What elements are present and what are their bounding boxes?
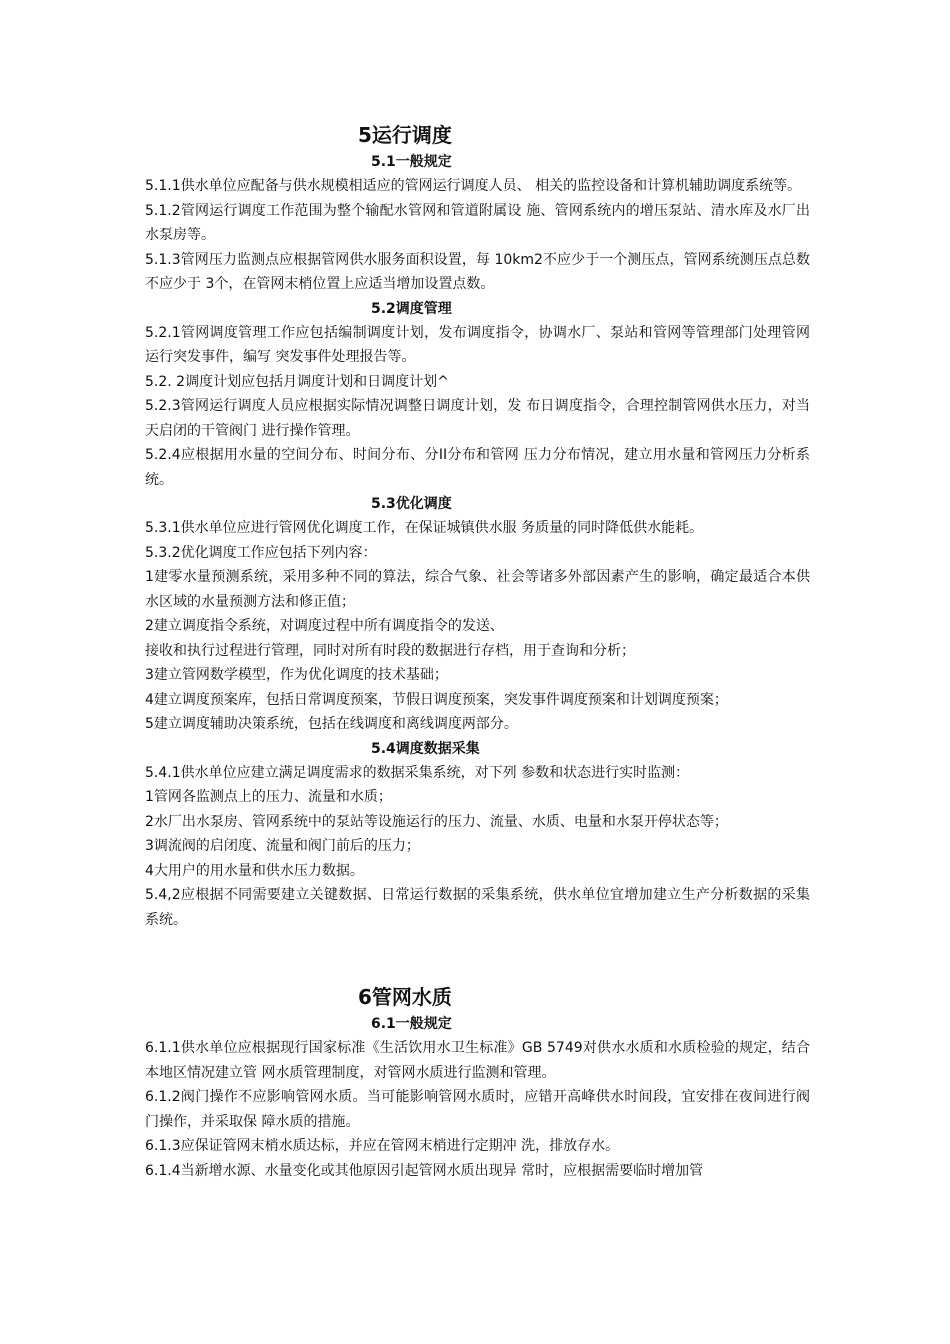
list-item-5-3-2-2-cont: 接收和执行过程进行管理，同时对所有时段的数据进行存档，用于查询和分析；: [145, 642, 635, 659]
list-item-5-4-1-4: 4大用户的用水量和供水压力数据。: [145, 862, 364, 879]
list-item-5-3-2-3: 3建立管网数学模型，作为优化调度的技术基础；: [145, 667, 448, 683]
chapter-6-title: 6管网水质: [358, 985, 452, 1009]
paragraph-5-2-2: 5.2. 2调度计划应包括月调度计划和日调度计划^: [145, 373, 449, 390]
paragraph-5-1-2: 5.1.2管网运行调度工作范围为整个输配水管网和管道附属设 施、管网系统内的增压泵站、清水库及水厂出水泵房等。: [145, 202, 810, 243]
paragraph-5-3-2: 5.3.2优化调度工作应包括下列内容：: [145, 544, 377, 561]
section-6-1-title: 6.1一般规定: [371, 1016, 452, 1032]
list-item-5-3-2-5: 5建立调度辅助决策系统，包括在线调度和离线调度两部分。: [145, 716, 518, 732]
chapter-5: [145, 120, 810, 932]
list-item-5-4-1-2: 2水厂出水泵房、管网系统中的泵站等设施运行的压力、流量、水质、电量和水泵开停状态等；: [145, 813, 728, 830]
list-item-5-3-2-2: 2建立调度指令系统，对调度过程中所有调度指令的发送、: [145, 618, 504, 634]
list-item-5-3-2-1: 1建零水量预测系统，采用多种不同的算法，综合气象、社会等诸多外部因素产生的影响，确定最适合本供水区域的水量预测方法和修正值；: [145, 569, 810, 610]
chapter-5-title: 5运行调度: [358, 123, 452, 147]
paragraph-5-1-1: 5.1.1供水单位应配备与供水规模相适应的管网运行调度人员、 相关的监控设备和计算机辅助调度系统等。: [145, 178, 802, 194]
chapter-spacer: [145, 932, 810, 982]
chapter-6: [145, 982, 810, 1183]
paragraph-6-1-2: 6.1.2阀门操作不应影响管网水质。当可能影响管网水质时，应错开高峰供水时间段，宜安排在夜间进行阀门操作，并采取保 障水质的措施。: [145, 1089, 810, 1130]
list-item-5-3-2-4: 4建立调度预案库，包括日常调度预案，节假日调度预案，突发事件调度预案和计划调度预案；: [145, 691, 728, 708]
paragraph-5-2-4: 5.2.4应根据用水量的空间分布、时间分布、分II分布和管网 压力分布情况，建立用水量和管网压力分析系统。: [145, 447, 810, 488]
paragraph-5-1-3: 5.1.3管网压力监测点应根据管网供水服务面积设置，每 10km2不应少于一个测压点，管网系统测压点总数不应少于 3个，在管网末梢位置上应适当增加设置点数。: [145, 251, 810, 292]
section-5-1-title: 5.1一般规定: [371, 154, 452, 170]
list-item-5-4-1-1: 1管网各监测点上的压力、流量和水质；: [145, 789, 392, 805]
paragraph-6-1-3: 6.1.3应保证管网末梢水质达标，并应在管网末梢进行定期冲 洗，排放存水。: [145, 1138, 620, 1154]
list-item-5-4-1-3: 3调流阀的启闭度、流量和阀门前后的压力；: [145, 838, 420, 854]
section-5-2-title: 5.2调度管理: [371, 300, 452, 317]
paragraph-5-2-1: 5.2.1管网调度管理工作应包括编制调度计划，发布调度指令，协调水厂、泵站和管网等管理部门处理管网运行突发事件，编写 突发事件处理报告等。: [145, 324, 810, 365]
paragraph-6-1-1: 6.1.1供水单位应根据现行国家标准《生活饮用水卫生标准》GB 5749对供水水质和水质检验的规定，结合本地区情况建立管 网水质管理制度，对管网水质进行监测和管理。: [145, 1040, 810, 1081]
section-5-3-title: 5.3优化调度: [371, 496, 452, 512]
paragraph-5-3-1: 5.3.1供水单位应进行管网优化调度工作，在保证城镇供水服 务质量的同时降低供水能耗。: [145, 520, 704, 536]
section-5-4-title: 5.4调度数据采集: [371, 740, 480, 757]
paragraph-6-1-4: 6.1.4当新增水源、水量变化或其他原因引起管网水质出现异 常时，应根据需要临时增加管: [145, 1162, 704, 1179]
paragraph-5-4-2: 5.4,2应根据不同需要建立关键数据、日常运行数据的采集系统，供水单位宜增加建立生产分析数据的采集系统。: [145, 887, 810, 928]
document-content: [145, 120, 810, 1183]
paragraph-5-2-3: 5.2.3管网运行调度人员应根据实际情况调整日调度计划，发 布日调度指令，合理控制管网供水压力，对当天启闭的干管阀门 进行操作管理。: [145, 398, 810, 439]
paragraph-5-4-1: 5.4.1供水单位应建立满足调度需求的数据采集系统，对下列 参数和状态进行实时监测：: [145, 764, 690, 781]
